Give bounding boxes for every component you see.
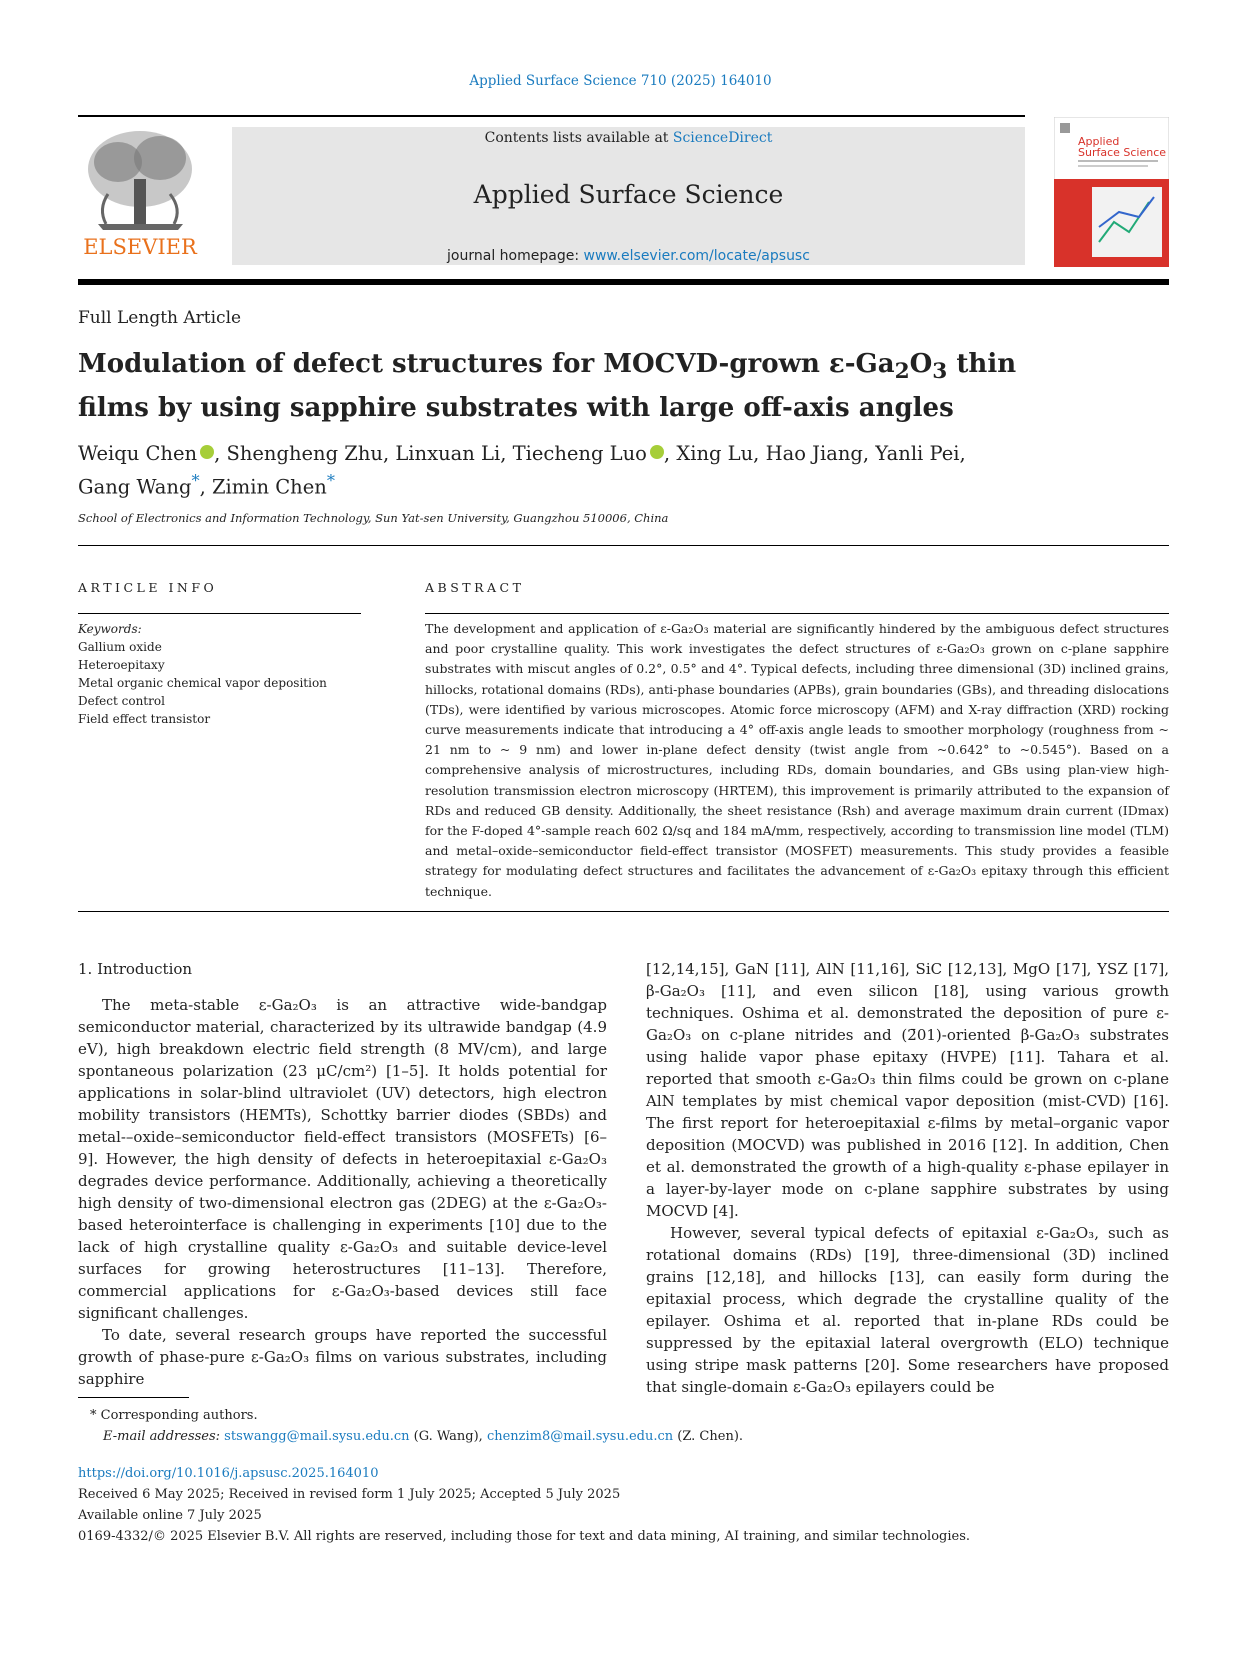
paragraph: [12,14,15], GaN [11], AlN [11,16], SiC [12,13], MgO [17], YSZ [17], β-Ga₂O₃ [11], and even silicon [18], using various growth techniques. Oshima et al. demonstrated the deposition of pure ε-Ga₂O₃ on c-plane nitrides and (2̄01)-oriented β-Ga₂O₃ substrates using halide vapor phase epitaxy (HVPE) [11]. Tahara et al. reported that smooth ε-Ga₂O₃ thin films could be grown on c-plane AlN templates by mist chemical vapor deposition (mist-CVD) [16]. The first report for heteroepitaxial ε-films by metal–organic vapor deposition (MOCVD) was published in 2016 [12]. In addition, Chen et al. demonstrated the growth of a high-quality ε-phase epilayer in a layer-by-layer mode on c-plane sapphire substrates by using MOCVD [4]. [646,960,1169,1220]
email-link[interactable]: stswangg@mail.sysu.edu.cn [224,1429,410,1444]
keyword: Metal organic chemical vapor deposition [78,676,327,690]
keyword: Heteroepitaxy [78,658,165,672]
divider [78,613,361,614]
top-rule [78,115,1025,117]
keyword: Field effect transistor [78,712,211,726]
contents-line: Contents lists available at ScienceDirect [484,130,773,146]
corresponding-mark[interactable]: * [191,471,200,490]
author-chen-weiqu[interactable]: Weiqu Chen [78,442,198,465]
corresponding-mark[interactable]: * [326,471,335,490]
elsevier-tree-icon [78,124,203,264]
elsevier-logo[interactable] [78,124,203,264]
copyright: 0169-4332/© 2025 Elsevier B.V. All rights are reserved, including those for text and data mining, AI training, and similar technologies. [78,1529,970,1544]
keyword: Defect control [78,694,165,708]
journal-cover-thumbnail[interactable] [1054,117,1169,267]
received-dates: Received 6 May 2025; Received in revised form 1 July 2025; Accepted 5 July 2025 [78,1487,621,1502]
cover-title-2: Surface Science [1078,146,1167,159]
author-list: Weiqu Chen , Shengheng Zhu, Linxuan Li, Tiecheng Luo , Xing Lu, Hao Jiang, Yanli Pei, Gang Wang*, Zimin Chen* [78,442,966,499]
journal-homepage: journal homepage: www.elsevier.com/locate/apsusc [447,248,810,264]
paragraph: The meta-stable ε-Ga₂O₃ is an attractive wide-bandgap semiconductor material, characterized by its ultrawide bandgap (4.9 eV), high breakdown electric field strength (8 MV/cm), and large spontaneous polarization (23 μC/cm²) [1–5]. It holds potential for applications in solar-blind ultraviolet (UV) detectors, high electron mobility transistors (HEMTs), Schottky barrier diodes (SBDs) and metal-–oxide–semiconductor field-effect transistors (MOSFETs) [6–9]. However, the high density of defects in heteroepitaxial ε-Ga₂O₃ degrades device performance. Additionally, achieving a theoretically high density of two-dimensional electron gas (2DEG) at the ε-Ga₂O₃-based heterointerface is challenging in experiments [10] due to the lack of high crystalline quality ε-Ga₂O₃ and suitable device-level surfaces for growing heterostructures [11–13]. Therefore, commercial applications for ε-Ga₂O₃-based devices still face significant challenges. [78,996,607,1322]
doi-link[interactable]: https://doi.org/10.1016/j.apsusc.2025.164010 [78,1466,379,1481]
paragraph: To date, several research groups have reported the successful growth of phase-pure ε-Ga₂O₃ films on various substrates, including sapphire [78,1326,607,1388]
body-column-right [646,958,1169,1398]
email-link[interactable]: chenzim8@mail.sysu.edu.cn [486,1429,674,1444]
keyword: Gallium oxide [78,640,162,654]
cover-image [1054,117,1169,267]
divider [425,613,1169,614]
journal-name: Applied Surface Science [473,180,784,209]
sciencedirect-link[interactable]: ScienceDirect [672,130,773,146]
corresponding-note: * Corresponding authors. [90,1408,258,1423]
keywords-label: Keywords: [78,622,142,636]
paragraph: However, several typical defects of epitaxial ε-Ga₂O₃, such as rotational domains (RDs) [19], three-dimensional (3D) inclined grains [12,18], and hillocks [13], can easily form during the epitaxial process, which degrade the crystalline quality of the epilayer. Oshima et al. reported that in-plane RDs could be suppressed by the epitaxial lateral overgrowth (ELO) technique using stripe mask patterns [20]. Some researchers have proposed that single-domain ε-Ga₂O₃ epilayers could be [646,1224,1169,1396]
divider [78,911,1169,912]
abstract-heading: ABSTRACT [425,580,525,595]
affiliation: School of Electronics and Information Technology, Sun Yat-sen University, Guangzhou 510006, China [78,511,669,525]
article-type: Full Length Article [78,308,242,328]
abstract-text: The development and application of ε-Ga₂O₃ material are significantly hindered by the ambiguous defect structures and poor crystalline quality. This work investigates the defect structures of ε-Ga₂O₃ grown on c-plane sapphire substrates with miscut angles of 0.2°, 0.5° and 4°. Typical defects, including three dimensional (3D) inclined grains, hillocks, rotational domains (RDs), anti-phase boundaries (APBs), grain boundaries (GBs), and threading dislocations (TDs), were identified by various microscopes. Atomic force microscopy (AFM) and X-ray diffraction (XRD) rocking curve measurements indicate that introducing a 4° off-axis angle leads to smoother morphology (roughness from ~ 21 nm to ~ 9 nm) and lower in-plane defect density (twist angle from ~0.642° to ~0.545°). Based on a comprehensive analysis of microstructures, including RDs, domain boundaries, and GBs using plan-view high-resolution transmission electron microscopy (HRTEM), this improvement is primarily attributed to the expansion of RDs and reduced GB density. Additionally, the sheet resistance (Rsh) and average maximum drain current (IDmax) for the F-doped 4°-sample reach 602 Ω/sq and 184 mA/mm, respectively, according to transmission line model (TLM) and metal–oxide–semiconductor field-effect transistor (MOSFET) measurements. This study provides a feasible strategy for modulating defect structures and facilitates the advancement of ε-Ga₂O₃ epitaxy through this efficient technique. [425,621,1169,899]
homepage-link[interactable]: www.elsevier.com/locate/apsusc [583,248,810,264]
footnote-rule [78,1397,189,1398]
divider [78,545,1169,546]
section-heading: 1. Introduction [78,960,193,978]
keywords-block [78,620,327,728]
email-line: E-mail addresses: stswangg@mail.sysu.edu.cn (G. Wang), chenzim8@mail.sysu.edu.cn (Z. Chen). [103,1429,744,1444]
elsevier-wordmark: ELSEVIER [83,235,197,259]
author-wang-gang[interactable]: Gang Wang [78,475,192,499]
online-date: Available online 7 July 2025 [78,1508,262,1523]
cover-title-1: Applied [1078,135,1120,148]
article-info-heading: ARTICLE INFO [78,580,218,595]
header-thick-rule [78,279,1169,285]
body-column-left [78,958,607,1390]
orcid-icon[interactable] [200,445,214,459]
orcid-icon[interactable] [650,445,664,459]
journal-reference[interactable]: Applied Surface Science 710 (2025) 164010 [469,73,772,89]
article-title: Modulation of defect structures for MOCVD-grown $\varepsilon-Ga_2O_3$ thin films by using sapphire substrates with large off-axis angles [78,349,1017,424]
